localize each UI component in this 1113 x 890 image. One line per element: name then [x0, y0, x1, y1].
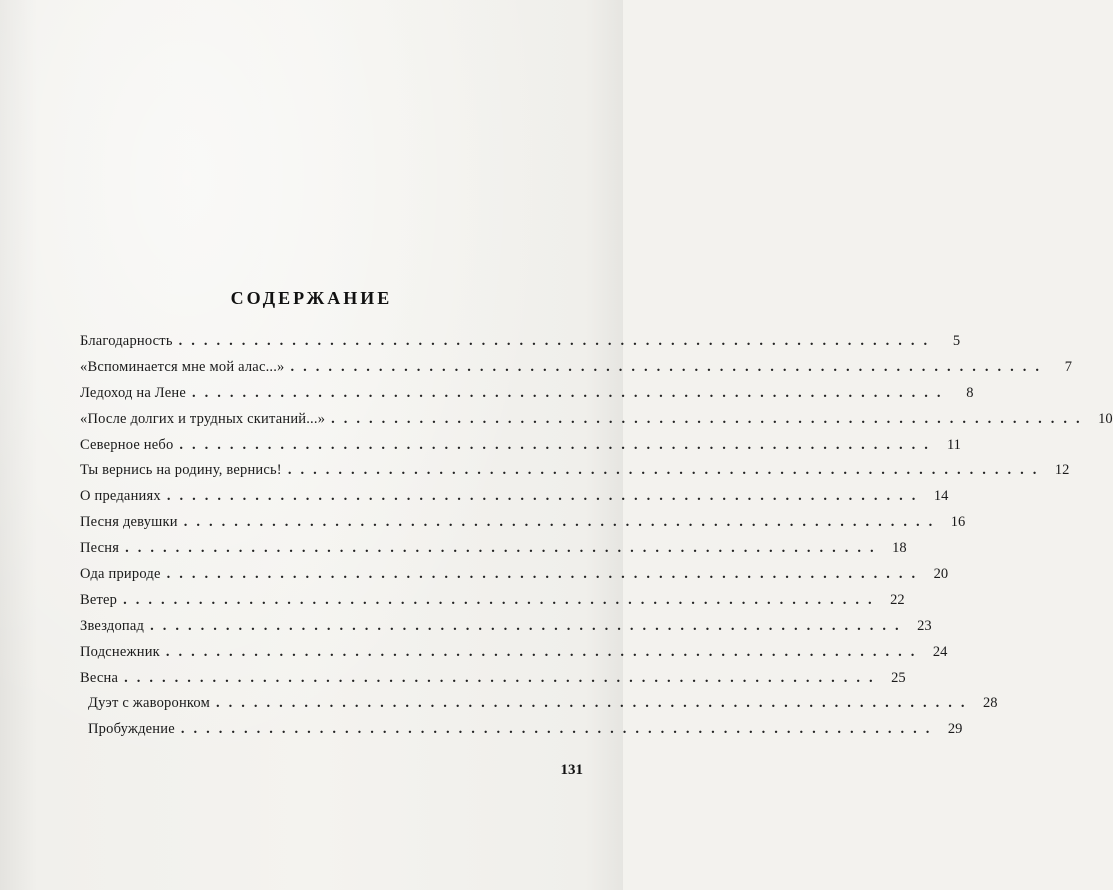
toc-entry-page: 12 — [1054, 462, 1070, 479]
toc-entry-title: Северное небо — [80, 436, 174, 453]
leader-dots: ............................................................ — [178, 333, 937, 349]
leader-dots: ............................................................ — [183, 514, 942, 531]
leader-dots: ............................................................ — [125, 540, 883, 557]
leader-dots: ............................................................ — [331, 410, 1089, 427]
toc-entry-title: Весна — [80, 669, 119, 686]
leader-dots: ............................................................ — [166, 488, 925, 505]
toc-entry — [80, 669, 906, 695]
toc-entry-title: Благодарность — [80, 333, 173, 349]
toc-entry-page: 23 — [917, 617, 932, 634]
leader-dots: ............................................................ — [287, 462, 1046, 479]
toc-entry-page: 5 — [952, 333, 961, 349]
toc-entry-page: 24 — [932, 643, 948, 660]
toc-entry — [80, 720, 963, 746]
toc-entry-title: «После долгих и трудных скитаний...» — [80, 410, 326, 427]
toc-entry-title: Звездопад — [80, 617, 145, 634]
leader-dots: ............................................................ — [123, 591, 881, 608]
toc-entry — [80, 436, 961, 462]
toc-entry — [80, 643, 948, 669]
toc-entry-title: Песня — [80, 540, 120, 557]
toc-entry-page: 28 — [982, 695, 998, 712]
toc-entry-title: Ты вернись на родину, вернись! — [80, 462, 282, 479]
toc-entry-title: Дуэт с жаворонком — [88, 695, 210, 712]
toc-entry-title: «Вспоминается мне мой алас...» — [80, 358, 285, 375]
leader-dots: ............................................................ — [166, 566, 925, 583]
leader-dots: ............................................................ — [124, 669, 882, 686]
toc-entry — [80, 410, 1113, 436]
leader-dots: ............................................................ — [165, 643, 924, 660]
toc-entry — [80, 539, 907, 565]
toc-entry — [80, 513, 966, 539]
page-title: СОДЕРЖАНИЕ — [230, 288, 393, 308]
toc-entry-page: 7 — [1064, 358, 1073, 375]
toc-entry-title: Пробуждение — [88, 721, 175, 738]
toc-entry-title: Ветер — [80, 591, 118, 608]
leader-dots: ............................................................ — [191, 384, 950, 401]
toc-entry-page: 20 — [933, 566, 949, 583]
toc-entry — [80, 461, 1070, 487]
toc-entry — [80, 384, 974, 410]
leader-dots: ............................................................ — [180, 721, 939, 738]
toc-entry-title: Ледоход на Лене — [80, 384, 186, 401]
toc-entry-title: О преданиях — [80, 488, 161, 505]
toc-entry-page: 18 — [892, 540, 907, 557]
toc-entry — [80, 617, 932, 643]
toc-entry — [80, 591, 905, 617]
toc-entry — [80, 332, 961, 358]
toc-entry-title: Ода природе — [80, 566, 161, 583]
toc-entry — [80, 358, 1073, 384]
toc-entry — [80, 487, 949, 513]
leader-dots: ............................................................ — [179, 436, 937, 453]
toc-entry-title: Песня девушки — [80, 514, 178, 531]
toc-entry-page: 16 — [950, 514, 966, 531]
leader-dots: ............................................................ — [215, 695, 974, 712]
table-of-contents — [80, 332, 1113, 746]
page-number: 131 — [560, 762, 583, 778]
toc-entry-page: 11 — [946, 436, 961, 453]
toc-entry-page: 25 — [891, 669, 906, 686]
toc-entry-page: 22 — [890, 591, 905, 608]
leader-dots: ............................................................ — [290, 358, 1049, 375]
leader-dots: ............................................................ — [150, 617, 908, 634]
toc-entry-page: 14 — [933, 488, 949, 505]
toc-entry-page: 8 — [966, 384, 974, 401]
toc-entry — [80, 565, 949, 591]
toc-entry-title: Подснежник — [80, 643, 160, 660]
toc-entry — [80, 694, 998, 720]
toc-entry-page: 10 — [1098, 410, 1113, 427]
toc-entry-page: 29 — [947, 721, 963, 738]
